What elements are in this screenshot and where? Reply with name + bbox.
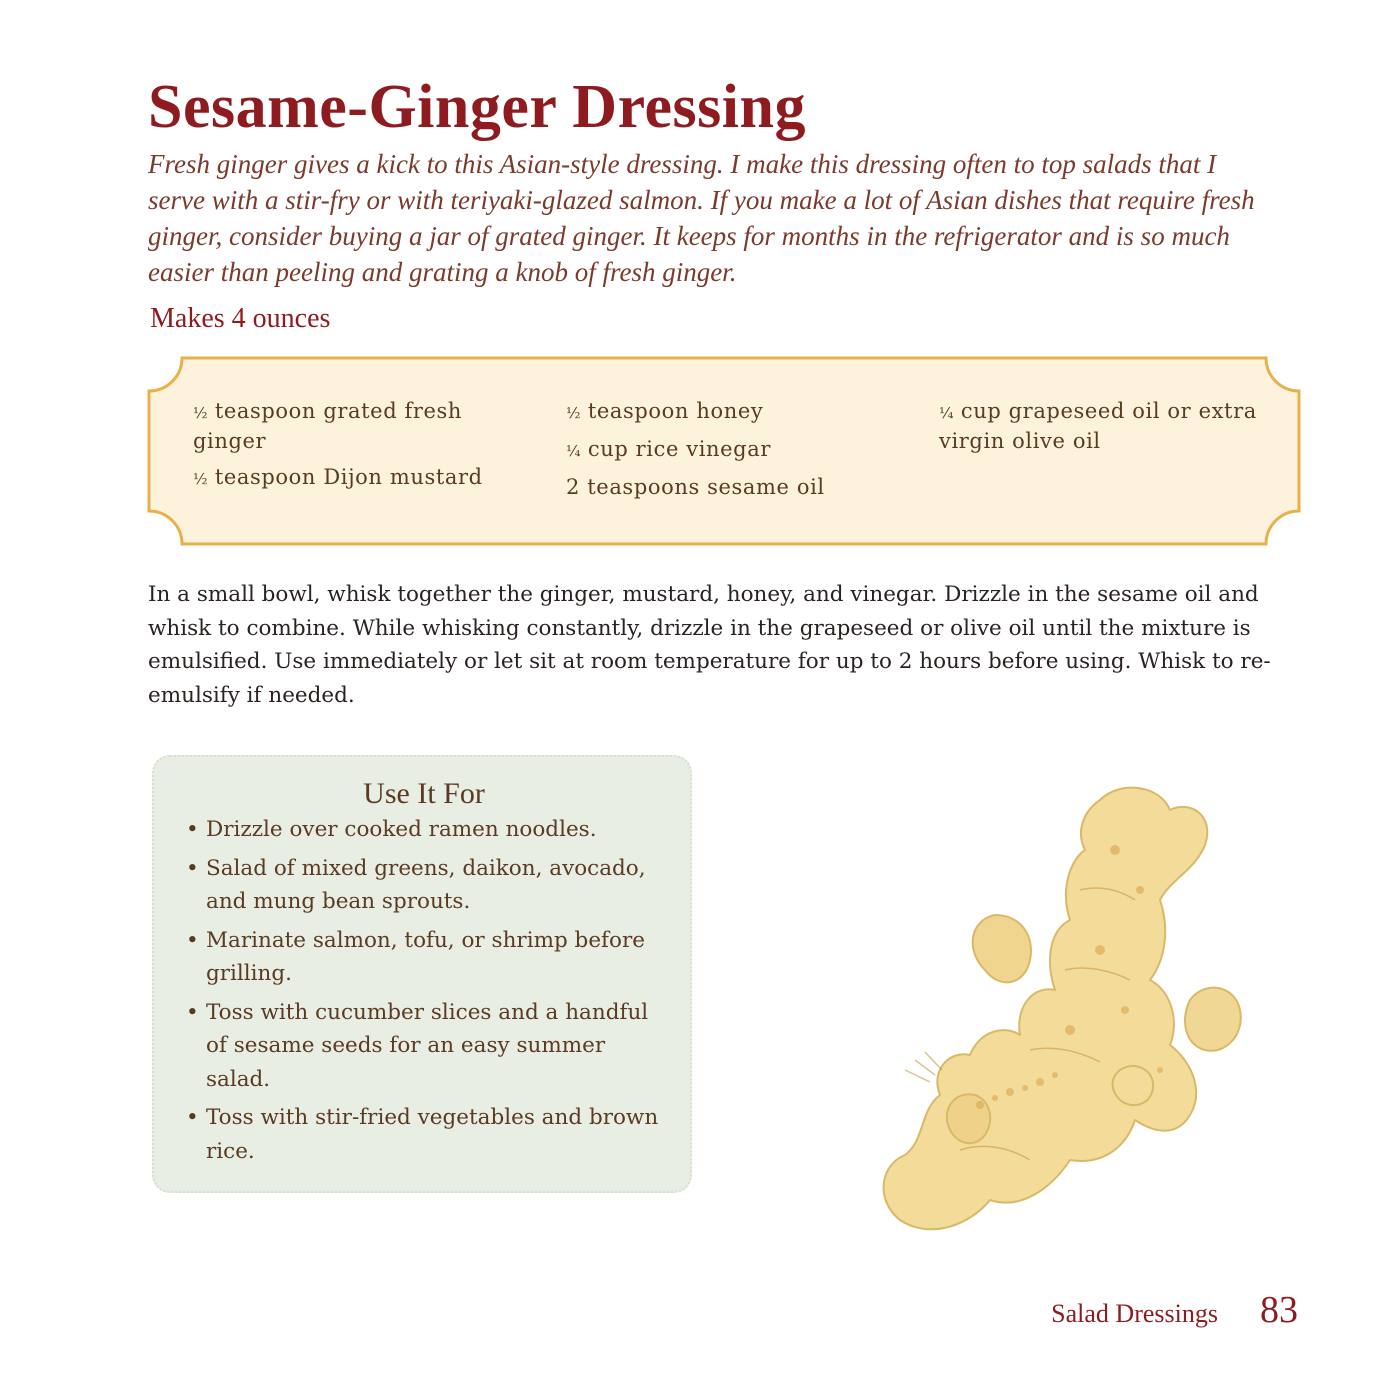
ingredient-item: ½ teaspoon grated fresh ginger (193, 399, 463, 453)
recipe-yield: Makes 4 ounces (150, 303, 331, 334)
ingredient-item: ½ teaspoon honey (566, 399, 764, 423)
ingredient-item: ¼ cup rice vinegar (566, 437, 771, 461)
ingredient-item: ¼ cup grapeseed oil or extra virgin olive oil (939, 399, 1257, 453)
ginger-root-illustration-icon (870, 770, 1270, 1270)
ingredients-column-3 (939, 397, 1269, 463)
ingredients-column-1 (193, 397, 523, 501)
list-item: • Toss with cucumber slices and a handful of sesame seeds for an easy summer salad. (184, 996, 674, 1097)
ingredient-item: ½ teaspoon Dijon mustard (193, 465, 483, 489)
page-number: 83 (1260, 1289, 1298, 1331)
list-item: • Salad of mixed greens, daikon, avocado, and mung bean sprouts. (184, 852, 674, 919)
list-item: • Drizzle over cooked ramen noodles. (184, 813, 674, 847)
ingredients-box (146, 355, 1302, 547)
list-item: • Marinate salmon, tofu, or shrimp before grilling. (184, 924, 674, 991)
recipe-intro: Fresh ginger gives a kick to this Asian-style dressing. I make this dressing often to top salads that I serve with a stir-fry or with teriyaki-glazed salmon. If you make a lot of Asian dishes that require fresh ginger, consider buying a jar of grated ginger. It keeps for months in the refrigerator and is so much easier than peeling and grating a knob of fresh ginger. (148, 149, 1255, 287)
footer-section-title: Salad Dressings (1051, 1299, 1218, 1328)
use-it-for-title: Use It For (363, 777, 485, 810)
page-footer (1051, 1288, 1298, 1332)
recipe-title: Sesame-Ginger Dressing (148, 73, 806, 141)
ingredient-item: 2 teaspoons sesame oil (566, 475, 825, 499)
list-item: • Toss with stir-fried vegetables and brown rice. (184, 1101, 674, 1168)
method-paragraph: In a small bowl, whisk together the ginger, mustard, honey, and vinegar. Drizzle in the sesame oil and whisk to combine. While whisking constantly, drizzle in the grapeseed or olive oil until the mixture is emulsified. Use immediately or let sit at room temperature for up to 2 hours before using. Whisk to re-emulsify if needed. (148, 582, 1271, 708)
use-it-for-box (152, 755, 692, 1193)
use-it-for-list (184, 813, 674, 1173)
ingredients-column-2 (566, 397, 896, 509)
